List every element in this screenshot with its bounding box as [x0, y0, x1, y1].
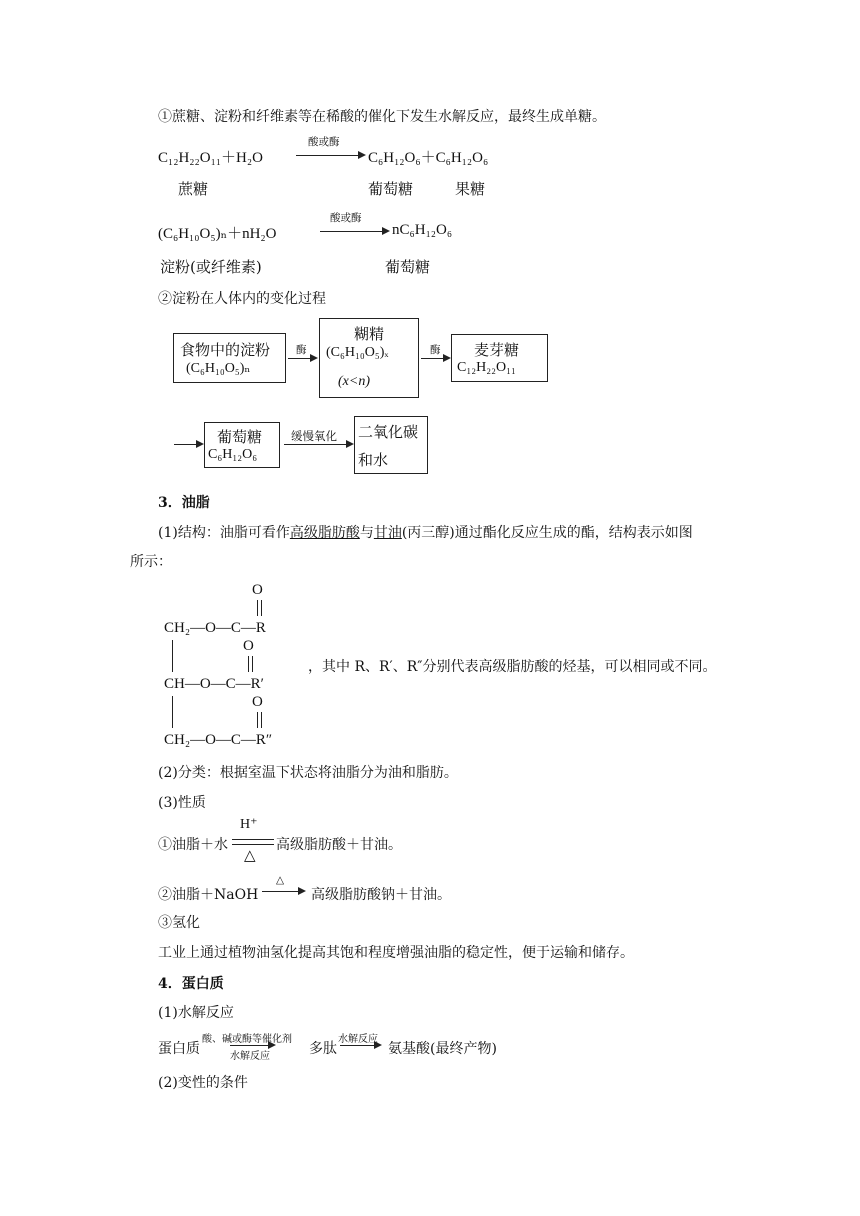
struct-pre: (1)结构：油脂可看作	[158, 525, 290, 541]
eq1-label-glucose: 葡萄糖	[368, 180, 414, 198]
protein-hydrolysis-arrow1	[230, 1045, 270, 1046]
protein-hydrolysis-catalyst: 酸、碱或酶等催化剂	[202, 1034, 292, 1045]
flow-arrow2	[421, 358, 445, 359]
oxygen-2: O	[243, 638, 254, 654]
backbone-bond-1	[172, 640, 173, 672]
flow-arrow1	[288, 358, 312, 359]
flow-arrow4-head	[346, 440, 354, 448]
eq2-right: nC₆H₁₂O₆	[392, 222, 453, 238]
reaction1-catalyst: H⁺	[240, 817, 258, 832]
struct-mid: 与	[359, 525, 374, 541]
oxygen-1: O	[252, 582, 263, 598]
flow-box-food-starch-formula: (C₆H₁₀O₅)ₙ	[186, 361, 251, 376]
eq2-left: (C₆H₁₀O₅)ₙ＋nH₂O	[158, 226, 277, 242]
section-heading-protein: 4．蛋白质	[158, 976, 224, 992]
flow-arrow2-label: 酶	[430, 344, 441, 356]
double-bond-3a	[257, 712, 258, 728]
oxygen-3: O	[252, 694, 263, 710]
double-bond-2a	[248, 656, 249, 672]
flow-box-dextrin-title: 糊精	[354, 325, 385, 343]
reaction1-reverse-arrow	[232, 844, 274, 845]
protein-hydrolysis-condition: 水解反应	[230, 1051, 270, 1062]
flow-box-food-starch	[173, 333, 286, 383]
reaction1-heat: △	[244, 846, 256, 864]
reaction1-forward-arrow	[232, 839, 274, 840]
protein-hydrolysis-right: 氨基酸(最终产物)	[388, 1041, 497, 1057]
flow-box-glucose-formula: C₆H₁₂O₆	[208, 447, 258, 462]
protein-hydrolysis-left: 蛋白质	[158, 1041, 200, 1057]
flow-arrow4	[284, 444, 348, 445]
text-line-starch-process: ②淀粉在人体内的变化过程	[158, 291, 326, 307]
eq2-label-glucose: 葡萄糖	[385, 258, 431, 276]
section-heading-fats: 3．油脂	[158, 495, 210, 511]
double-bond-1b	[261, 600, 262, 616]
text-fat-structure-line2: 所示：	[130, 554, 172, 570]
eq1-right: C₆H₁₂O₆＋C₆H₁₂O₆	[368, 150, 489, 166]
reaction2-arrow-head	[298, 887, 306, 895]
eq2-arrow	[320, 231, 384, 232]
flow-box-dextrin-note: (x<n)	[338, 374, 370, 389]
flow-arrow1-head	[310, 354, 318, 362]
text-hydrogenation: 工业上通过植物油氢化提高其饱和程度增强油脂的稳定性，便于运输和储存。	[158, 945, 634, 961]
reaction1-left: ①油脂＋水	[158, 837, 228, 853]
eq2-arrow-head	[382, 227, 390, 235]
flow-box-maltose-title: 麦芽糖	[474, 341, 520, 359]
protein-hydrolysis-label2: 水解反应	[338, 1034, 378, 1045]
reaction2-heat: △	[276, 874, 285, 886]
double-bond-2b	[252, 656, 253, 672]
flow-arrow1-label: 酶	[296, 344, 307, 356]
double-bond-1a	[257, 600, 258, 616]
struct-post: (丙三醇)通过酯化反应生成的酯，结构表示如图	[401, 525, 693, 541]
text-fat-classification: (2)分类：根据室温下状态将油脂分为油和脂肪。	[158, 765, 458, 781]
struct-glycerol: 甘油	[373, 525, 402, 541]
flow-box-food-starch-title: 食物中的淀粉	[180, 341, 271, 359]
structure-row-2: CH—O—C—R′	[164, 676, 264, 692]
flow-arrow3-head	[196, 440, 204, 448]
eq1-arrow	[296, 155, 360, 156]
structure-row-3: CH₂—O—C—R″	[164, 732, 273, 748]
eq1-condition: 酸或酶	[308, 136, 340, 148]
structure-row-1: CH₂—O—C—R	[164, 620, 266, 636]
eq1-arrow-head	[358, 151, 366, 159]
flow-box-co2-line1: 二氧化碳	[358, 423, 419, 441]
flow-box-glucose-title: 葡萄糖	[217, 428, 263, 446]
flow-box-maltose	[451, 334, 548, 382]
text-line-hydrolysis: ①蔗糖、淀粉和纤维素等在稀酸的催化下发生水解反应，最终生成单糖。	[158, 109, 606, 125]
flow-box-co2-water	[354, 416, 428, 474]
flow-arrow4-label: 缓慢氧化	[291, 429, 337, 443]
flow-box-glucose	[204, 422, 280, 468]
flow-arrow2-head	[443, 354, 451, 362]
eq1-label-sucrose: 蔗糖	[178, 180, 209, 198]
eq1-left: C₁₂H₂₂O₁₁＋H₂O	[158, 150, 263, 166]
flow-arrow3	[174, 444, 198, 445]
protein-hydrolysis-polypeptide: 多肽	[309, 1041, 337, 1057]
text-structure-note: ，其中 R、R′、R″分别代表高级脂肪酸的烃基，可以相同或不同。	[308, 659, 717, 675]
text-hydrogenation-title: ③氢化	[158, 915, 200, 931]
flow-box-dextrin	[319, 318, 419, 398]
flow-box-dextrin-formula: (C₆H₁₀O₅)ₓ	[326, 345, 389, 360]
backbone-bond-2	[172, 696, 173, 728]
struct-fatty-acid: 高级脂肪酸	[289, 525, 360, 541]
eq2-condition: 酸或酶	[330, 212, 362, 224]
text-fat-properties: (3)性质	[158, 795, 206, 811]
text-denaturation-conditions: (2)变性的条件	[158, 1075, 248, 1091]
reaction2-arrow	[262, 891, 300, 892]
text-fat-structure	[158, 522, 693, 542]
text-hydrolysis-reaction: (1)水解反应	[158, 1005, 234, 1021]
reaction2-left: ②油脂＋NaOH	[158, 887, 259, 903]
reaction1-right: 高级脂肪酸＋甘油。	[276, 837, 402, 853]
double-bond-3b	[261, 712, 262, 728]
protein-hydrolysis-arrow2-head	[374, 1041, 382, 1049]
eq1-label-fructose: 果糖	[455, 180, 486, 198]
flow-box-maltose-formula: C₁₂H₂₂O₁₁	[457, 360, 516, 375]
eq2-label-starch: 淀粉(或纤维素)	[160, 258, 262, 276]
protein-hydrolysis-arrow2	[340, 1045, 376, 1046]
reaction2-right: 高级脂肪酸钠＋甘油。	[311, 887, 451, 903]
flow-box-co2-line2: 和水	[358, 451, 389, 469]
